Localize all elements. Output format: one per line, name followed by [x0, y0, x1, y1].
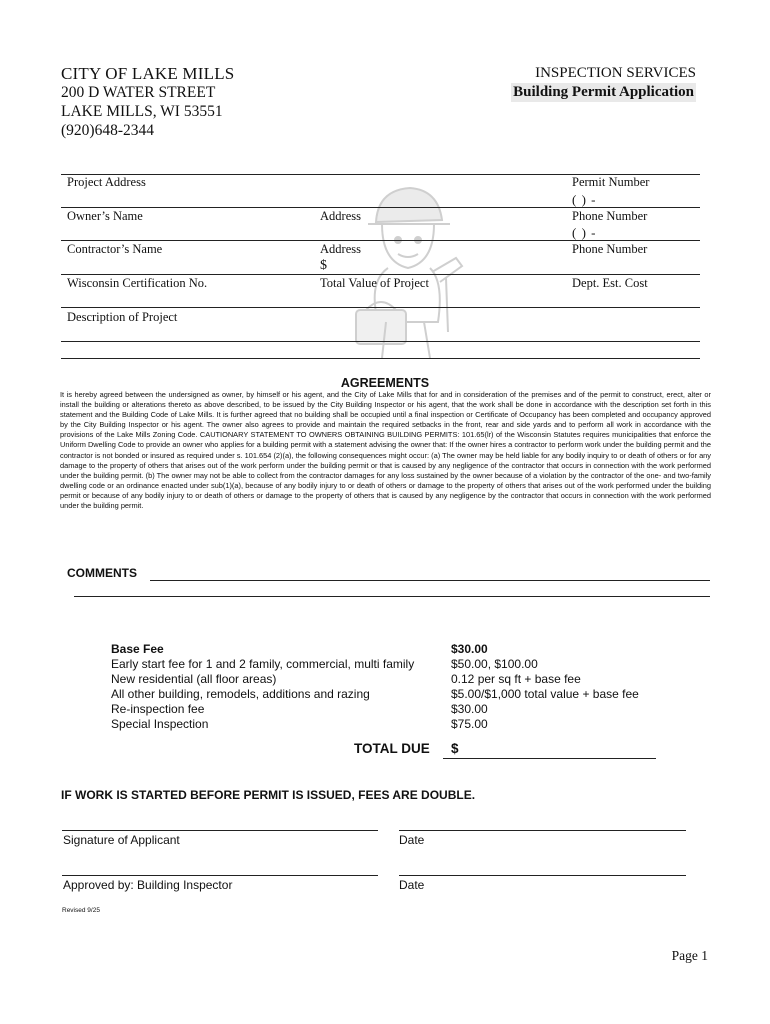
form-rule: [61, 358, 700, 359]
street-address: 200 D WATER STREET: [61, 84, 216, 101]
total-due-line[interactable]: [443, 758, 656, 759]
revision-note: Revised 9/25: [62, 907, 100, 914]
agreements-heading: AGREEMENTS: [340, 376, 430, 390]
fee-label: New residential (all floor areas): [111, 672, 277, 686]
agreement-paragraph: It is hereby agreed between the undersigned as owner, by himself or his agent, and the City of Lake Mills that for and in consideration of the premises and of the permit to construct, erect, alter or install the building or alterations thereto as above described, to be issued by the City Building Inspector or his agent, that the work shall be done in accordance with the description set forth in this statement and the Building Code of Lake Mills. It is further agreed that no building shall be occupied until a final inspection or Certificate of Occupancy has been completed and occupancy approved by the City Building Inspector or his agent. The owner also agrees to provide and maintain the required setbacks in the front, rear and side yards and to perform all work in accordance with the provisions of the Lake Mills Zoning Code.: [60, 390, 711, 440]
city-state-zip: LAKE MILLS, WI 53551: [61, 103, 223, 120]
date-label: Date: [399, 833, 425, 847]
permit-phone-format: ( ) -: [572, 192, 597, 207]
form-rule: [61, 240, 700, 241]
owner-phone-field[interactable]: Phone Number: [572, 209, 648, 223]
fee-amount: $30.00: [451, 642, 488, 656]
form-rule: [61, 307, 700, 308]
fee-label: Re-inspection fee: [111, 702, 205, 716]
project-address-field[interactable]: Project Address: [67, 175, 146, 189]
total-value-field[interactable]: Total Value of Project: [320, 276, 429, 290]
signature-of-applicant-label: Signature of Applicant: [63, 833, 180, 847]
wisconsin-certification-field[interactable]: Wisconsin Certification No.: [67, 276, 208, 290]
fee-label: Early start fee for 1 and 2 family, commercial, multi family: [111, 657, 415, 671]
agreements-text: [60, 390, 711, 511]
fee-label: Base Fee: [111, 642, 164, 656]
page-number: Page 1: [671, 948, 708, 963]
permit-number-field[interactable]: Permit Number: [572, 175, 650, 189]
fee-amount: 0.12 per sq ft + base fee: [451, 672, 581, 686]
comments-line[interactable]: [150, 580, 710, 581]
form-rule: [61, 274, 700, 275]
applicant-date-line[interactable]: [399, 830, 686, 831]
contractor-address-field[interactable]: Address: [320, 242, 361, 256]
fee-label: All other building, remodels, additions and razing: [111, 687, 370, 701]
city-name: CITY OF LAKE MILLS: [61, 64, 235, 83]
comments-label: COMMENTS: [67, 566, 137, 580]
contractors-name-field[interactable]: Contractor’s Name: [67, 242, 163, 256]
value-dollar-sign: $: [320, 258, 328, 273]
phone-number: (920)648-2344: [61, 122, 154, 139]
applicant-signature-line[interactable]: [62, 830, 378, 831]
comments-line[interactable]: [74, 596, 710, 597]
fee-amounts: [451, 642, 639, 732]
total-due-label: TOTAL DUE: [354, 741, 430, 756]
fees-double-warning: IF WORK IS STARTED BEFORE PERMIT IS ISSUED, FEES ARE DOUBLE.: [61, 788, 476, 802]
cautionary-statement: CAUTIONARY STATEMENT TO OWNERS OBTAINING BUILDING PERMITS: 101.65(lr) of the Wisconsin Statutes requires municipalities that enforce the Uniform Dwelling Code to provide an owner who applies for a building permit with a statement advising the owner that: If the owner hires a contractor to perform work under the building permit and the contractor is not bonded or insured as required under s. 101.654 (2)(a), the following consequences might occur: (a) The owner may be held liable for any bodily inquiry to or death of others or for any damage to the property of others that arises out of the work perform under the building permit or that is caused by any negligence of the contractor that occurs in connection with the work performed under the building permit. (b) The owner may not be able to collect from the contractor damages for any loss sustained by the owner because of a violation by the contractor of the one- and two-family dwelling code or an ordinance enacted under sub(1)(a), because of any bodily injury to or death of others or damage to the property of others that arises out of the work performed under the building permit or because of any bodily injury to or death of others or damage to the property of others that is caused by any negligence by the contractor that occurs in connection with the work performed under the building permit.: [60, 430, 712, 511]
form-header: [511, 64, 696, 102]
fee-labels: [111, 642, 414, 732]
department-name: INSPECTION SERVICES: [535, 65, 696, 81]
form-title: Building Permit Application: [513, 84, 694, 100]
contractor-phone-field[interactable]: Phone Number: [572, 242, 648, 256]
total-due-dollar: $: [451, 741, 459, 756]
inspector-signature-line[interactable]: [62, 875, 378, 876]
description-field[interactable]: Description of Project: [67, 310, 178, 324]
owners-name-field[interactable]: Owner’s Name: [67, 209, 143, 223]
form-rule: [61, 341, 700, 342]
fee-amount: $50.00, $100.00: [451, 657, 538, 671]
approved-by-inspector-label: Approved by: Building Inspector: [63, 878, 233, 892]
letterhead: [61, 64, 234, 140]
date-label: Date: [399, 878, 425, 892]
dept-est-cost-field[interactable]: Dept. Est. Cost: [572, 276, 648, 290]
fee-amount: $30.00: [451, 702, 488, 716]
inspector-date-line[interactable]: [399, 875, 686, 876]
fee-amount: $5.00/$1,000 total value + base fee: [451, 687, 639, 701]
owner-address-field[interactable]: Address: [320, 209, 361, 223]
owner-phone-format: ( ) -: [572, 225, 597, 240]
fee-amount: $75.00: [451, 717, 488, 731]
fee-label: Special Inspection: [111, 717, 209, 731]
form-rule: [61, 207, 700, 208]
